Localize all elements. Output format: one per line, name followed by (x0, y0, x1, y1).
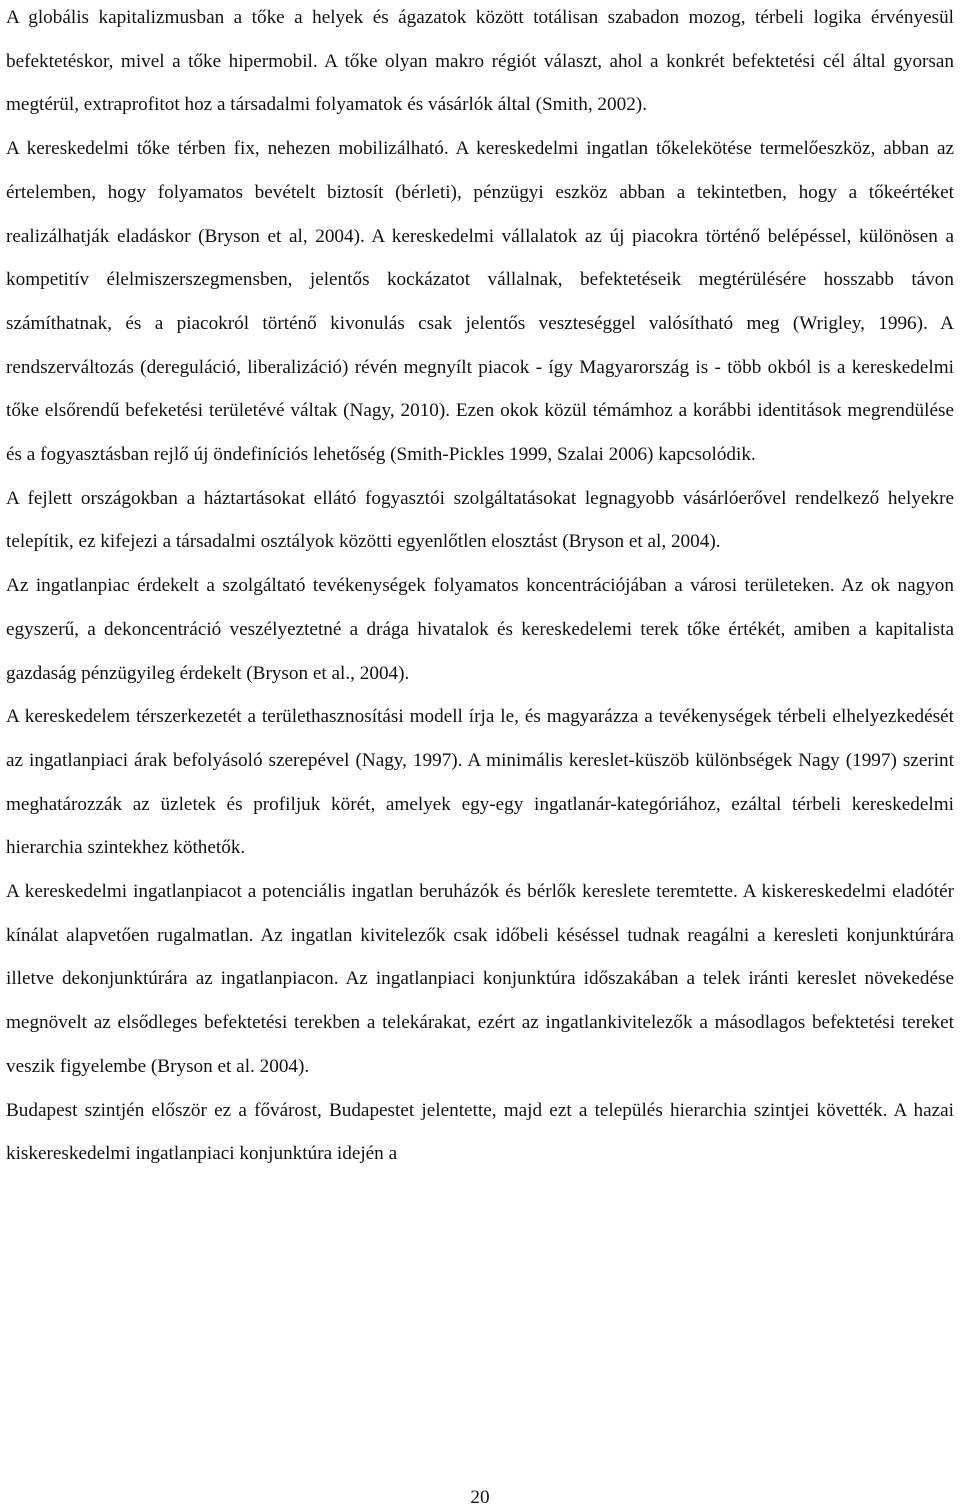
paragraph-6: A kereskedelmi ingatlanpiacot a potenciális ingatlan beruházók és bérlők kereslete teremtette. A kiskereskedelmi eladótér kínálat alapvetően rugalmatlan. Az ingatlan kivitelezők csak időbeli késéssel tudnak reagálni a keresleti konjunktúrára illetve dekonjunktúrára az ingatlanpiacon. Az ingatlanpiaci konjunktúra időszakában a telek iránti kereslet növekedése megnövelt az elsődleges befektetési terekben a telekárakat, ezért az ingatlankivitelezők a másodlagos befektetési tereket veszik figyelembe (Bryson et al. 2004). (6, 881, 954, 1077)
page-number: 20 (470, 1487, 490, 1508)
paragraph-1: A globális kapitalizmusban a tőke a helyek és ágazatok között totálisan szabadon mozog, térbeli logika érvényesül befektetéskor, mivel a tőke hipermobil. A tőke olyan makro régiót választ, ahol a konkrét befektetési cél által gyorsan megtérül, extraprofitot hoz a társadalmi folyamatok és vásárlók által (Smith, 2002). (6, 7, 954, 116)
paragraph-2: A kereskedelmi tőke térben fix, nehezen mobilizálható. A kereskedelmi ingatlan tőkelekötése termelőeszköz, abban az értelemben, hogy folyamatos bevételt biztosít (bérleti), pénzügyi eszköz abban a tekintetben, hogy a tőkeértéket realizálhatják eladáskor (Bryson et al, 2004). A kereskedelmi vállalatok az új piacokra történő belépéssel, különösen a kompetitív élelmiszerszegmensben, jelentős kockázatot vállalnak, befektetéseik megtérülésére hosszabb távon számíthatnak, és a piacokról történő kivonulás csak jelentős veszteséggel valósítható meg (Wrigley, 1996). A rendszerváltozás (dereguláció, liberalizáció) révén megnyílt piacok - így Magyarország is - több okból is a kereskedelmi tőke elsőrendű befeketési területévé váltak (Nagy, 2010). Ezen okok közül témámhoz a korábbi identitások megrendülése és a fogyasztásban rejlő új öndefiníciós lehetőség (Smith-Pickles 1999, Szalai 2006) kapcsolódik. (6, 138, 954, 466)
paragraph-7: Budapest szintjén először ez a fővárost, Budapestet jelentette, majd ezt a település hierarchia szintjei követték. A hazai kiskereskedelmi ingatlanpiaci konjunktúra idején a (6, 1099, 954, 1165)
document-body (6, 0, 954, 1176)
paragraph-4: Az ingatlanpiac érdekelt a szolgáltató tevékenységek folyamatos koncentrációjában a városi területeken. Az ok nagyon egyszerű, a dekoncentráció veszélyeztetné a drága hivatalok és kereskedelemi terek tőke értékét, amiben a kapitalista gazdaság pénzügyileg érdekelt (Bryson et al., 2004). (6, 575, 954, 684)
paragraph-3: A fejlett országokban a háztartásokat ellátó fogyasztói szolgáltatásokat legnagyobb vásárlóerővel rendelkező helyekre telepítik, ez kifejezi a társadalmi osztályok közötti egyenlőtlen elosztást (Bryson et al, 2004). (6, 487, 954, 553)
paragraph-5: A kereskedelem térszerkezetét a területhasznosítási modell írja le, és magyarázza a tevékenységek térbeli elhelyezkedését az ingatlanpiaci árak befolyásoló szerepével (Nagy, 1997). A minimális kereslet-küszöb különbségek Nagy (1997) szerint meghatározzák az üzletek és profiljuk körét, amelyek egy-egy ingatlanár-kategóriához, ezáltal térbeli kereskedelmi hierarchia szintekhez köthetők. (6, 706, 954, 859)
